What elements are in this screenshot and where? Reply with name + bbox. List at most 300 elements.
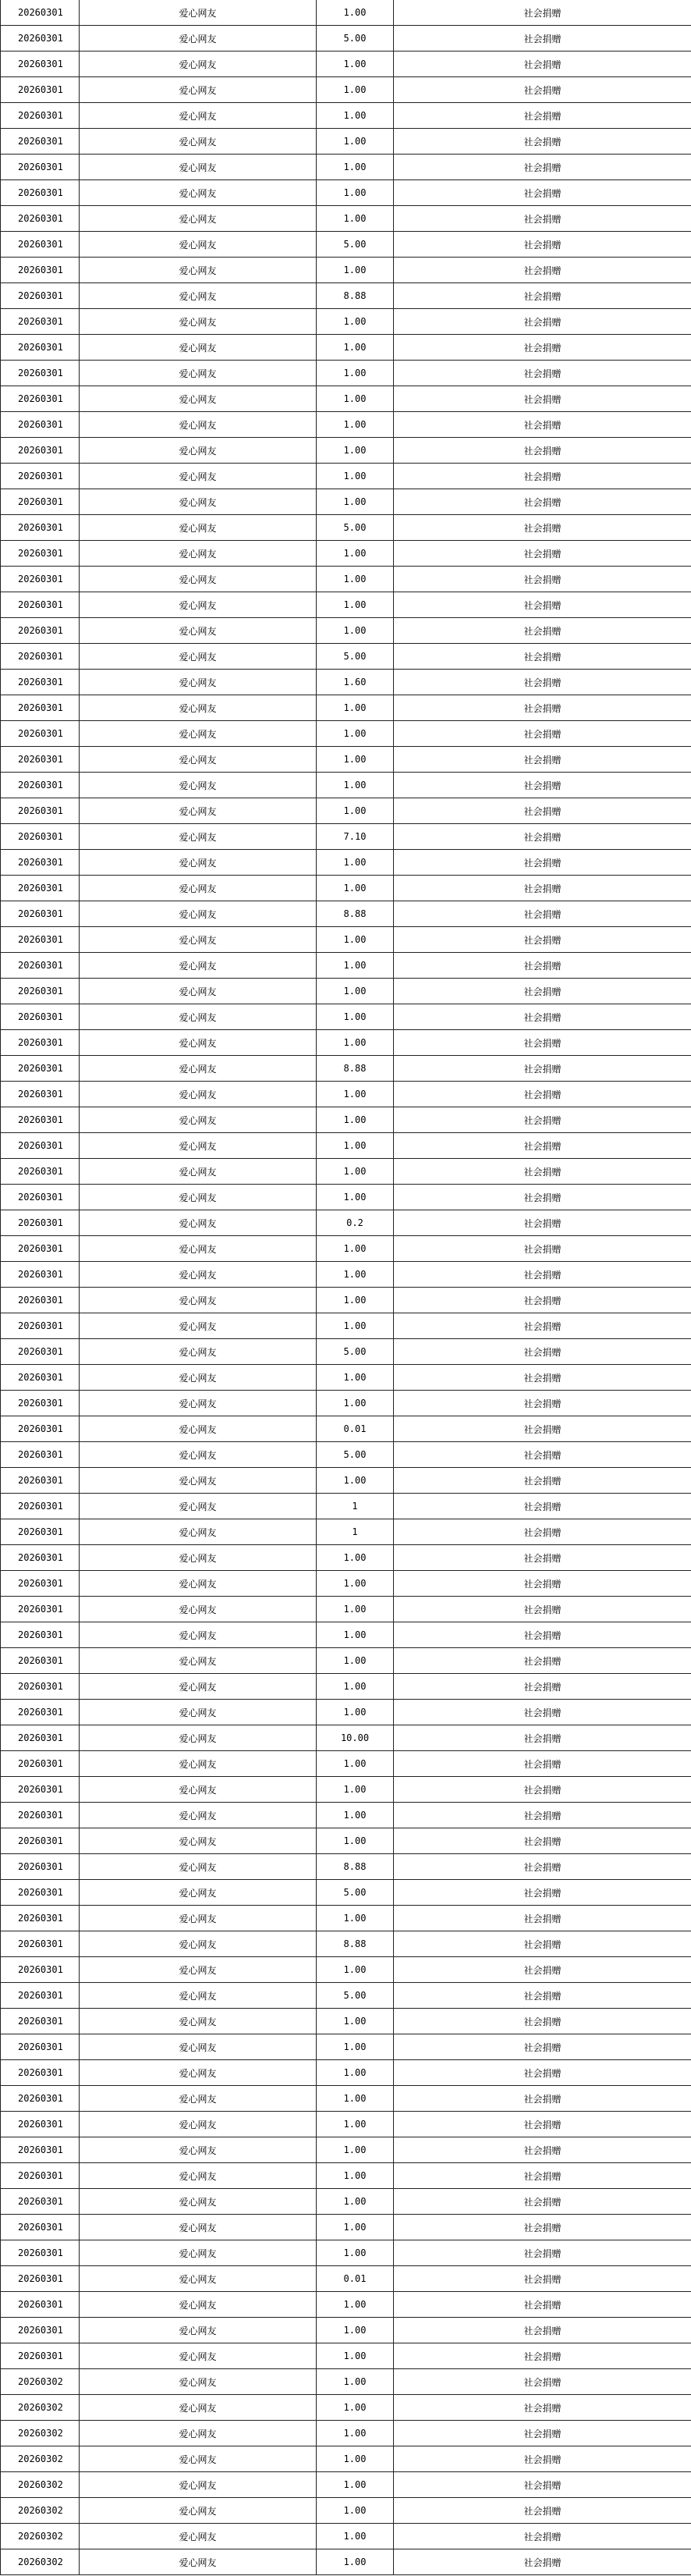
date-cell: 20260301 — [1, 103, 80, 129]
date-cell: 20260301 — [1, 283, 80, 309]
donor-cell: 爱心网友 — [80, 2343, 317, 2369]
amount-cell: 5.00 — [317, 232, 394, 258]
donor-cell: 爱心网友 — [80, 515, 317, 541]
amount-cell: 1.00 — [317, 2034, 394, 2060]
donation-type-cell: 社会捐赠 — [394, 1107, 691, 1133]
date-cell: 20260301 — [1, 52, 80, 77]
donation-type-cell: 社会捐赠 — [394, 2472, 691, 2498]
amount-cell: 1.00 — [317, 2292, 394, 2318]
donation-type-cell: 社会捐赠 — [394, 1648, 691, 1674]
donor-cell: 爱心网友 — [80, 438, 317, 464]
amount-cell: 1.00 — [317, 2421, 394, 2446]
date-cell: 20260302 — [1, 2446, 80, 2472]
amount-cell: 1.00 — [317, 1082, 394, 1107]
amount-cell: 1.00 — [317, 2189, 394, 2215]
donor-cell: 爱心网友 — [80, 258, 317, 283]
amount-cell: 1.00 — [317, 2446, 394, 2472]
donation-type-cell: 社会捐赠 — [394, 1185, 691, 1210]
donor-cell: 爱心网友 — [80, 52, 317, 77]
donor-cell: 爱心网友 — [80, 335, 317, 361]
donation-type-cell: 社会捐赠 — [394, 77, 691, 103]
date-cell: 20260302 — [1, 2472, 80, 2498]
donation-type-cell: 社会捐赠 — [394, 1828, 691, 1854]
donation-type-cell: 社会捐赠 — [394, 1674, 691, 1700]
donor-cell: 爱心网友 — [80, 2086, 317, 2112]
amount-cell: 1.00 — [317, 52, 394, 77]
donor-cell: 爱心网友 — [80, 927, 317, 953]
donation-type-cell: 社会捐赠 — [394, 2240, 691, 2266]
date-cell: 20260301 — [1, 2137, 80, 2163]
date-cell: 20260301 — [1, 901, 80, 927]
date-cell: 20260301 — [1, 927, 80, 953]
date-cell: 20260301 — [1, 1777, 80, 1803]
donor-cell: 爱心网友 — [80, 1597, 317, 1622]
donation-type-cell: 社会捐赠 — [394, 283, 691, 309]
donor-cell: 爱心网友 — [80, 1236, 317, 1262]
table-row — [1, 155, 691, 180]
amount-cell: 1 — [317, 1494, 394, 1519]
donation-type-cell: 社会捐赠 — [394, 2266, 691, 2292]
donor-cell: 爱心网友 — [80, 773, 317, 798]
date-cell: 20260301 — [1, 1519, 80, 1545]
date-cell: 20260301 — [1, 1159, 80, 1185]
date-cell: 20260301 — [1, 2086, 80, 2112]
table-row — [1, 850, 691, 876]
amount-cell: 1.00 — [317, 2318, 394, 2343]
donor-cell: 爱心网友 — [80, 1056, 317, 1082]
donor-cell: 爱心网友 — [80, 0, 317, 26]
donor-cell: 爱心网友 — [80, 1365, 317, 1391]
donor-cell: 爱心网友 — [80, 2292, 317, 2318]
donation-type-cell: 社会捐赠 — [394, 1442, 691, 1468]
donor-cell: 爱心网友 — [80, 1159, 317, 1185]
date-cell: 20260301 — [1, 386, 80, 412]
donor-cell: 爱心网友 — [80, 1262, 317, 1288]
donor-cell: 爱心网友 — [80, 979, 317, 1004]
amount-cell: 1.00 — [317, 721, 394, 747]
donation-type-cell: 社会捐赠 — [394, 155, 691, 180]
donation-type-cell: 社会捐赠 — [394, 1803, 691, 1828]
table-row — [1, 1107, 691, 1133]
date-cell: 20260301 — [1, 515, 80, 541]
date-cell: 20260301 — [1, 1236, 80, 1262]
table-row — [1, 2524, 691, 2549]
donor-cell: 爱心网友 — [80, 1185, 317, 1210]
table-row — [1, 1519, 691, 1545]
table-row — [1, 798, 691, 824]
donation-type-cell: 社会捐赠 — [394, 1236, 691, 1262]
date-cell: 20260301 — [1, 1906, 80, 1931]
donation-type-cell: 社会捐赠 — [394, 1931, 691, 1957]
amount-cell: 0.2 — [317, 1210, 394, 1236]
donor-cell: 爱心网友 — [80, 721, 317, 747]
table-row — [1, 206, 691, 232]
donor-cell: 爱心网友 — [80, 2163, 317, 2189]
date-cell: 20260301 — [1, 721, 80, 747]
amount-cell: 1.00 — [317, 695, 394, 721]
amount-cell: 1.00 — [317, 1313, 394, 1339]
amount-cell: 1.00 — [317, 1957, 394, 1983]
table-row — [1, 1983, 691, 2009]
table-row — [1, 670, 691, 695]
date-cell: 20260301 — [1, 1725, 80, 1751]
date-cell: 20260301 — [1, 1313, 80, 1339]
amount-cell: 1.00 — [317, 747, 394, 773]
table-row — [1, 2343, 691, 2369]
table-row — [1, 2266, 691, 2292]
date-cell: 20260301 — [1, 0, 80, 26]
date-cell: 20260301 — [1, 1571, 80, 1597]
table-row — [1, 2189, 691, 2215]
table-row — [1, 2472, 691, 2498]
table-row — [1, 2369, 691, 2395]
donation-type-cell: 社会捐赠 — [394, 335, 691, 361]
table-row — [1, 1751, 691, 1777]
donor-cell: 爱心网友 — [80, 850, 317, 876]
table-row — [1, 1906, 691, 1931]
table-row — [1, 1416, 691, 1442]
amount-cell: 5.00 — [317, 1880, 394, 1906]
date-cell: 20260301 — [1, 1004, 80, 1030]
table-row — [1, 953, 691, 979]
donation-type-cell: 社会捐赠 — [394, 541, 691, 567]
donor-cell: 爱心网友 — [80, 412, 317, 438]
table-row — [1, 1854, 691, 1880]
donation-type-cell: 社会捐赠 — [394, 2421, 691, 2446]
date-cell: 20260301 — [1, 1365, 80, 1391]
donor-cell: 爱心网友 — [80, 1545, 317, 1571]
donor-cell: 爱心网友 — [80, 2189, 317, 2215]
table-row — [1, 52, 691, 77]
donation-type-cell: 社会捐赠 — [394, 773, 691, 798]
table-row — [1, 361, 691, 386]
amount-cell: 1.00 — [317, 412, 394, 438]
date-cell: 20260301 — [1, 2215, 80, 2240]
amount-cell: 1.00 — [317, 386, 394, 412]
date-cell: 20260301 — [1, 670, 80, 695]
table-row — [1, 1622, 691, 1648]
donor-cell: 爱心网友 — [80, 2524, 317, 2549]
date-cell: 20260301 — [1, 2292, 80, 2318]
table-row — [1, 1571, 691, 1597]
table-row — [1, 1236, 691, 1262]
table-row — [1, 1700, 691, 1725]
date-cell: 20260301 — [1, 1622, 80, 1648]
donation-type-cell: 社会捐赠 — [394, 26, 691, 52]
donation-type-cell: 社会捐赠 — [394, 2137, 691, 2163]
donor-cell: 爱心网友 — [80, 180, 317, 206]
donor-cell: 爱心网友 — [80, 1648, 317, 1674]
date-cell: 20260301 — [1, 1133, 80, 1159]
date-cell: 20260302 — [1, 2421, 80, 2446]
table-row — [1, 1082, 691, 1107]
donation-type-cell: 社会捐赠 — [394, 515, 691, 541]
donation-type-cell: 社会捐赠 — [394, 2524, 691, 2549]
amount-cell: 1.00 — [317, 309, 394, 335]
table-row — [1, 386, 691, 412]
donation-table-body — [1, 0, 691, 2575]
donor-cell: 爱心网友 — [80, 1468, 317, 1494]
date-cell: 20260301 — [1, 953, 80, 979]
donation-type-cell: 社会捐赠 — [394, 412, 691, 438]
donor-cell: 爱心网友 — [80, 644, 317, 670]
donor-cell: 爱心网友 — [80, 2369, 317, 2395]
amount-cell: 1.00 — [317, 618, 394, 644]
donor-cell: 爱心网友 — [80, 1339, 317, 1365]
donor-cell: 爱心网友 — [80, 103, 317, 129]
donation-type-cell: 社会捐赠 — [394, 1313, 691, 1339]
donation-type-cell: 社会捐赠 — [394, 1725, 691, 1751]
date-cell: 20260301 — [1, 979, 80, 1004]
donation-type-cell: 社会捐赠 — [394, 695, 691, 721]
donation-type-cell: 社会捐赠 — [394, 1519, 691, 1545]
amount-cell: 1.00 — [317, 1545, 394, 1571]
amount-cell: 1.00 — [317, 1468, 394, 1494]
date-cell: 20260301 — [1, 26, 80, 52]
amount-cell: 1.00 — [317, 2240, 394, 2266]
table-row — [1, 464, 691, 489]
donation-type-cell: 社会捐赠 — [394, 386, 691, 412]
donation-type-cell: 社会捐赠 — [394, 2498, 691, 2524]
donor-cell: 爱心网友 — [80, 1906, 317, 1931]
amount-cell: 1.00 — [317, 1906, 394, 1931]
donor-cell: 爱心网友 — [80, 361, 317, 386]
amount-cell: 1.00 — [317, 1622, 394, 1648]
amount-cell: 1.00 — [317, 592, 394, 618]
donation-type-cell: 社会捐赠 — [394, 592, 691, 618]
table-row — [1, 232, 691, 258]
donor-cell: 爱心网友 — [80, 1107, 317, 1133]
date-cell: 20260301 — [1, 1597, 80, 1622]
table-row — [1, 2163, 691, 2189]
table-row — [1, 592, 691, 618]
donation-type-cell: 社会捐赠 — [394, 1082, 691, 1107]
donation-type-cell: 社会捐赠 — [394, 103, 691, 129]
table-row — [1, 644, 691, 670]
table-row — [1, 2395, 691, 2421]
amount-cell: 1.00 — [317, 2395, 394, 2421]
table-row — [1, 2060, 691, 2086]
donation-type-cell: 社会捐赠 — [394, 1777, 691, 1803]
table-row — [1, 2215, 691, 2240]
date-cell: 20260302 — [1, 2395, 80, 2421]
donor-cell: 爱心网友 — [80, 1983, 317, 2009]
amount-cell: 1.00 — [317, 2524, 394, 2549]
donor-cell: 爱心网友 — [80, 2266, 317, 2292]
donation-type-cell: 社会捐赠 — [394, 2318, 691, 2343]
donor-cell: 爱心网友 — [80, 1931, 317, 1957]
donation-type-cell: 社会捐赠 — [394, 2343, 691, 2369]
amount-cell: 5.00 — [317, 515, 394, 541]
date-cell: 20260301 — [1, 541, 80, 567]
date-cell: 20260301 — [1, 1210, 80, 1236]
table-row — [1, 1725, 691, 1751]
donation-type-cell: 社会捐赠 — [394, 901, 691, 927]
amount-cell: 5.00 — [317, 1983, 394, 2009]
table-row — [1, 1494, 691, 1519]
amount-cell: 1.00 — [317, 1777, 394, 1803]
donor-cell: 爱心网友 — [80, 2395, 317, 2421]
table-row — [1, 2446, 691, 2472]
date-cell: 20260301 — [1, 2112, 80, 2137]
date-cell: 20260301 — [1, 2163, 80, 2189]
table-row — [1, 2137, 691, 2163]
amount-cell: 1.00 — [317, 129, 394, 155]
donation-type-cell: 社会捐赠 — [394, 1880, 691, 1906]
donor-cell: 爱心网友 — [80, 1957, 317, 1983]
donor-cell: 爱心网友 — [80, 26, 317, 52]
donation-type-cell: 社会捐赠 — [394, 2163, 691, 2189]
date-cell: 20260301 — [1, 309, 80, 335]
donor-cell: 爱心网友 — [80, 206, 317, 232]
table-row — [1, 1159, 691, 1185]
table-row — [1, 1597, 691, 1622]
donation-type-cell: 社会捐赠 — [394, 2086, 691, 2112]
donation-type-cell: 社会捐赠 — [394, 180, 691, 206]
donation-type-cell: 社会捐赠 — [394, 1957, 691, 1983]
donor-cell: 爱心网友 — [80, 2112, 317, 2137]
donor-cell: 爱心网友 — [80, 1082, 317, 1107]
donation-type-cell: 社会捐赠 — [394, 1262, 691, 1288]
amount-cell: 1.00 — [317, 438, 394, 464]
donation-type-cell: 社会捐赠 — [394, 1700, 691, 1725]
table-row — [1, 901, 691, 927]
date-cell: 20260301 — [1, 1082, 80, 1107]
donation-type-cell: 社会捐赠 — [394, 2060, 691, 2086]
donor-cell: 爱心网友 — [80, 1880, 317, 1906]
table-row — [1, 2421, 691, 2446]
date-cell: 20260301 — [1, 1468, 80, 1494]
date-cell: 20260301 — [1, 335, 80, 361]
table-row — [1, 1828, 691, 1854]
amount-cell: 1.00 — [317, 953, 394, 979]
donation-type-cell: 社会捐赠 — [394, 670, 691, 695]
table-row — [1, 1648, 691, 1674]
donor-cell: 爱心网友 — [80, 1622, 317, 1648]
table-row — [1, 695, 691, 721]
donor-cell: 爱心网友 — [80, 155, 317, 180]
donor-cell: 爱心网友 — [80, 2498, 317, 2524]
table-row — [1, 309, 691, 335]
date-cell: 20260301 — [1, 2318, 80, 2343]
amount-cell: 1.00 — [317, 541, 394, 567]
amount-cell: 1.00 — [317, 2009, 394, 2034]
donor-cell: 爱心网友 — [80, 876, 317, 901]
donor-cell: 爱心网友 — [80, 618, 317, 644]
table-row — [1, 77, 691, 103]
table-row — [1, 1545, 691, 1571]
table-row — [1, 1391, 691, 1416]
date-cell: 20260301 — [1, 695, 80, 721]
donation-type-cell: 社会捐赠 — [394, 489, 691, 515]
donation-type-cell: 社会捐赠 — [394, 232, 691, 258]
donor-cell: 爱心网友 — [80, 2472, 317, 2498]
donation-type-cell: 社会捐赠 — [394, 1030, 691, 1056]
amount-cell: 1.00 — [317, 2369, 394, 2395]
table-row — [1, 824, 691, 850]
table-row — [1, 335, 691, 361]
donor-cell: 爱心网友 — [80, 232, 317, 258]
table-row — [1, 773, 691, 798]
date-cell: 20260301 — [1, 129, 80, 155]
date-cell: 20260301 — [1, 1751, 80, 1777]
amount-cell: 1.00 — [317, 1159, 394, 1185]
amount-cell: 1.00 — [317, 1288, 394, 1313]
amount-cell: 1.00 — [317, 1004, 394, 1030]
date-cell: 20260301 — [1, 850, 80, 876]
date-cell: 20260301 — [1, 1700, 80, 1725]
table-row — [1, 26, 691, 52]
date-cell: 20260301 — [1, 1494, 80, 1519]
date-cell: 20260301 — [1, 1056, 80, 1082]
date-cell: 20260301 — [1, 232, 80, 258]
amount-cell: 7.10 — [317, 824, 394, 850]
date-cell: 20260301 — [1, 489, 80, 515]
donation-type-cell: 社会捐赠 — [394, 1004, 691, 1030]
amount-cell: 1.00 — [317, 1803, 394, 1828]
donor-cell: 爱心网友 — [80, 1416, 317, 1442]
donation-type-cell: 社会捐赠 — [394, 1468, 691, 1494]
table-row — [1, 1880, 691, 1906]
donation-type-cell: 社会捐赠 — [394, 953, 691, 979]
amount-cell: 5.00 — [317, 1339, 394, 1365]
date-cell: 20260301 — [1, 747, 80, 773]
amount-cell: 1.00 — [317, 876, 394, 901]
table-row — [1, 1339, 691, 1365]
amount-cell: 1.00 — [317, 2472, 394, 2498]
amount-cell: 0.01 — [317, 2266, 394, 2292]
donor-cell: 爱心网友 — [80, 283, 317, 309]
table-row — [1, 979, 691, 1004]
amount-cell: 1.00 — [317, 2086, 394, 2112]
donor-cell: 爱心网友 — [80, 953, 317, 979]
table-row — [1, 1030, 691, 1056]
amount-cell: 1.00 — [317, 1185, 394, 1210]
donor-cell: 爱心网友 — [80, 1854, 317, 1880]
table-row — [1, 1210, 691, 1236]
table-row — [1, 1056, 691, 1082]
amount-cell: 1.00 — [317, 1236, 394, 1262]
date-cell: 20260301 — [1, 1416, 80, 1442]
date-cell: 20260301 — [1, 1674, 80, 1700]
donation-type-cell: 社会捐赠 — [394, 1906, 691, 1931]
amount-cell: 1.00 — [317, 850, 394, 876]
donor-cell: 爱心网友 — [80, 1391, 317, 1416]
table-row — [1, 1957, 691, 1983]
amount-cell: 1.00 — [317, 1597, 394, 1622]
donation-type-cell: 社会捐赠 — [394, 1751, 691, 1777]
donation-type-cell: 社会捐赠 — [394, 1494, 691, 1519]
table-row — [1, 2009, 691, 2034]
donation-type-cell: 社会捐赠 — [394, 1597, 691, 1622]
table-row — [1, 129, 691, 155]
table-row — [1, 2318, 691, 2343]
table-row — [1, 1262, 691, 1288]
table-row — [1, 1931, 691, 1957]
table-row — [1, 1777, 691, 1803]
amount-cell: 1.00 — [317, 1700, 394, 1725]
amount-cell: 1.00 — [317, 1751, 394, 1777]
donor-cell: 爱心网友 — [80, 1494, 317, 1519]
date-cell: 20260301 — [1, 412, 80, 438]
donation-type-cell: 社会捐赠 — [394, 2112, 691, 2137]
donation-type-cell: 社会捐赠 — [394, 1133, 691, 1159]
donation-type-cell: 社会捐赠 — [394, 2292, 691, 2318]
donation-type-cell: 社会捐赠 — [394, 361, 691, 386]
date-cell: 20260301 — [1, 2060, 80, 2086]
donation-type-cell: 社会捐赠 — [394, 464, 691, 489]
donor-cell: 爱心网友 — [80, 747, 317, 773]
